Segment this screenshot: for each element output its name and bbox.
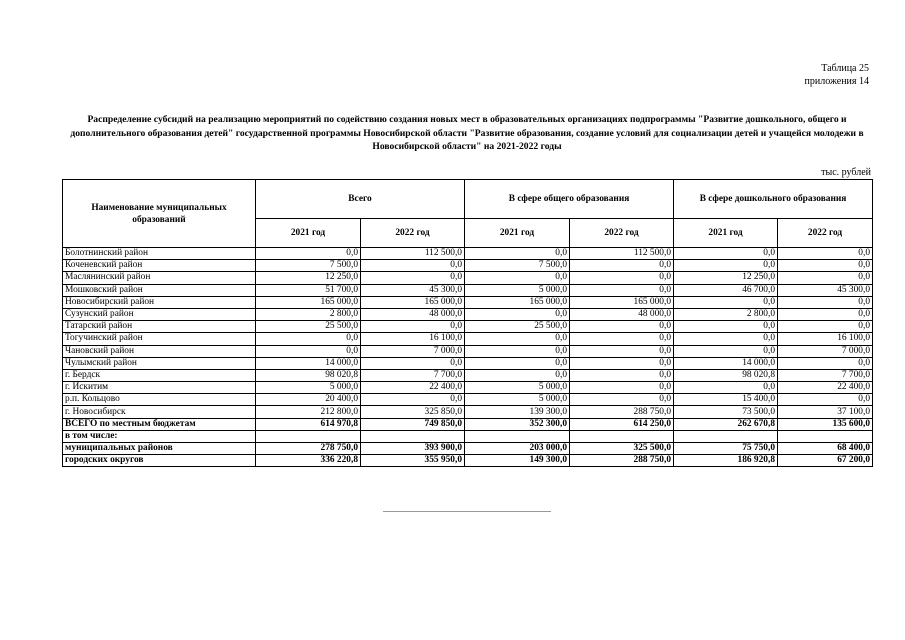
value-cell: 0,0 [361,272,465,284]
header-year: 2021 год [465,219,570,248]
value-cell: 0,0 [361,357,465,369]
value-cell: 12 250,0 [256,272,361,284]
table-row [63,382,873,394]
header-year: 2021 год [674,219,778,248]
value-cell: 0,0 [465,357,570,369]
table-row [63,308,873,320]
value-cell: 67 200,0 [778,455,873,467]
value-cell: 14 000,0 [256,357,361,369]
value-cell: 98 020,8 [674,369,778,381]
value-cell: 12 250,0 [674,272,778,284]
value-cell: 0,0 [361,321,465,333]
municipality-name: муниципальных районов [63,443,256,455]
value-cell [361,430,465,442]
table-body [63,248,873,467]
value-cell: 0,0 [570,272,674,284]
municipality-name: Болотнинский район [63,248,256,260]
table-row [63,443,873,455]
value-cell: 0,0 [256,248,361,260]
value-cell: 14 000,0 [674,357,778,369]
value-cell: 0,0 [674,321,778,333]
municipality-name: Чановский район [63,345,256,357]
value-cell: 0,0 [570,357,674,369]
value-cell: 48 000,0 [361,308,465,320]
value-cell: 7 700,0 [361,369,465,381]
value-cell: 0,0 [778,357,873,369]
value-cell: 614 250,0 [570,418,674,430]
table-row [63,418,873,430]
value-cell: 0,0 [570,394,674,406]
value-cell: 5 000,0 [465,382,570,394]
footer-divider [383,511,551,512]
value-cell: 749 850,0 [361,418,465,430]
table-row [63,296,873,308]
value-cell: 112 500,0 [570,248,674,260]
value-cell: 7 000,0 [361,345,465,357]
municipality-name: г. Новосибирск [63,406,256,418]
header-general-education: В сфере общего образования [465,180,674,219]
header-total: Всего [256,180,465,219]
value-cell: 165 000,0 [361,296,465,308]
header-year: 2021 год [256,219,361,248]
municipality-name: Чулымский район [63,357,256,369]
table-row [63,321,873,333]
table-row [63,333,873,345]
value-cell: 16 100,0 [778,333,873,345]
value-cell: 20 400,0 [256,394,361,406]
value-cell: 325 500,0 [570,443,674,455]
header-year: 2022 год [778,219,873,248]
value-cell: 262 670,8 [674,418,778,430]
value-cell: 0,0 [570,260,674,272]
value-cell: 5 000,0 [465,394,570,406]
value-cell: 45 300,0 [778,284,873,296]
table-row [63,406,873,418]
value-cell: 165 000,0 [570,296,674,308]
value-cell: 139 300,0 [465,406,570,418]
value-cell: 0,0 [674,248,778,260]
value-cell: 2 800,0 [256,308,361,320]
value-cell: 355 950,0 [361,455,465,467]
value-cell: 0,0 [465,248,570,260]
header-year: 2022 год [570,219,674,248]
value-cell: 0,0 [778,321,873,333]
value-cell: 0,0 [465,369,570,381]
header-year: 2022 год [361,219,465,248]
value-cell: 0,0 [256,333,361,345]
municipality-name: Коченевский район [63,260,256,272]
value-cell: 288 750,0 [570,455,674,467]
municipality-name: городских округов [63,455,256,467]
value-cell: 16 100,0 [361,333,465,345]
value-cell: 0,0 [361,260,465,272]
value-cell: 0,0 [361,394,465,406]
value-cell: 0,0 [465,333,570,345]
value-cell: 212 800,0 [256,406,361,418]
value-cell: 75 750,0 [674,443,778,455]
municipality-name: Сузунский район [63,308,256,320]
value-cell: 25 500,0 [256,321,361,333]
value-cell [570,430,674,442]
units-label: тыс. рублей [821,167,871,178]
value-cell: 15 400,0 [674,394,778,406]
value-cell: 22 400,0 [778,382,873,394]
value-cell: 22 400,0 [361,382,465,394]
municipality-name: Мошковский район [63,284,256,296]
municipality-name: р.п. Кольцово [63,394,256,406]
value-cell: 0,0 [778,248,873,260]
value-cell: 7 500,0 [256,260,361,272]
municipality-name: Тогучинский район [63,333,256,345]
value-cell: 203 000,0 [465,443,570,455]
value-cell: 0,0 [778,260,873,272]
value-cell: 165 000,0 [256,296,361,308]
value-cell: 0,0 [465,345,570,357]
table-row [63,248,873,260]
value-cell: 0,0 [570,321,674,333]
table-row [63,369,873,381]
municipality-name: ВСЕГО по местным бюджетам [63,418,256,430]
value-cell: 0,0 [570,284,674,296]
value-cell: 0,0 [465,272,570,284]
value-cell: 0,0 [465,308,570,320]
value-cell: 0,0 [570,345,674,357]
value-cell: 0,0 [570,333,674,345]
value-cell: 393 900,0 [361,443,465,455]
value-cell: 135 600,0 [778,418,873,430]
value-cell: 2 800,0 [674,308,778,320]
table-row [63,260,873,272]
value-cell: 0,0 [570,369,674,381]
value-cell: 7 700,0 [778,369,873,381]
value-cell: 48 000,0 [570,308,674,320]
table-row [63,455,873,467]
value-cell [674,430,778,442]
value-cell: 278 750,0 [256,443,361,455]
value-cell: 7 000,0 [778,345,873,357]
municipality-name: г. Искитим [63,382,256,394]
value-cell: 5 000,0 [465,284,570,296]
value-cell: 5 000,0 [256,382,361,394]
value-cell [465,430,570,442]
value-cell: 149 300,0 [465,455,570,467]
value-cell: 336 220,8 [256,455,361,467]
value-cell: 0,0 [778,308,873,320]
header-preschool-education: В сфере дошкольного образования [674,180,873,219]
value-cell [778,430,873,442]
appendix-number: приложения 14 [804,76,869,87]
value-cell: 0,0 [674,260,778,272]
value-cell: 51 700,0 [256,284,361,296]
value-cell: 0,0 [674,345,778,357]
value-cell: 7 500,0 [465,260,570,272]
municipality-name: Маслянинский район [63,272,256,284]
value-cell: 0,0 [256,345,361,357]
value-cell [256,430,361,442]
value-cell: 0,0 [674,296,778,308]
value-cell: 45 300,0 [361,284,465,296]
value-cell: 112 500,0 [361,248,465,260]
value-cell: 0,0 [674,333,778,345]
header-municipality: Наименование муниципальных образований [63,180,256,248]
municipality-name: г. Бердск [63,369,256,381]
table-row [63,394,873,406]
value-cell: 98 020,8 [256,369,361,381]
table-row [63,345,873,357]
table-row [63,357,873,369]
table-row [63,430,873,442]
value-cell: 325 850,0 [361,406,465,418]
value-cell: 352 300,0 [465,418,570,430]
municipality-name: в том числе: [63,430,256,442]
value-cell: 186 920,8 [674,455,778,467]
subsidy-table [62,179,873,467]
document-title: Распределение субсидий на реализацию мероприятий по содействию создания новых мест в образовательных организациях подпрограммы "Развитие дошкольного, общего и дополнительного образования детей" государственной программы Новосибирской области "Развитие образования, создание условий для социализации детей и учащейся молодежи в Новосибирской области" на 2021-2022 годы [70,114,864,152]
value-cell: 68 400,0 [778,443,873,455]
value-cell: 288 750,0 [570,406,674,418]
table-row [63,284,873,296]
value-cell: 165 000,0 [465,296,570,308]
municipality-name: Новосибирский район [63,296,256,308]
table-reference [805,62,869,88]
value-cell: 0,0 [778,272,873,284]
value-cell: 73 500,0 [674,406,778,418]
value-cell: 0,0 [570,382,674,394]
value-cell: 0,0 [778,296,873,308]
table-row [63,272,873,284]
value-cell: 0,0 [674,382,778,394]
value-cell: 46 700,0 [674,284,778,296]
value-cell: 25 500,0 [465,321,570,333]
value-cell: 37 100,0 [778,406,873,418]
municipality-name: Татарский район [63,321,256,333]
table-number: Таблица 25 [821,63,869,74]
value-cell: 614 970,8 [256,418,361,430]
value-cell: 0,0 [778,394,873,406]
